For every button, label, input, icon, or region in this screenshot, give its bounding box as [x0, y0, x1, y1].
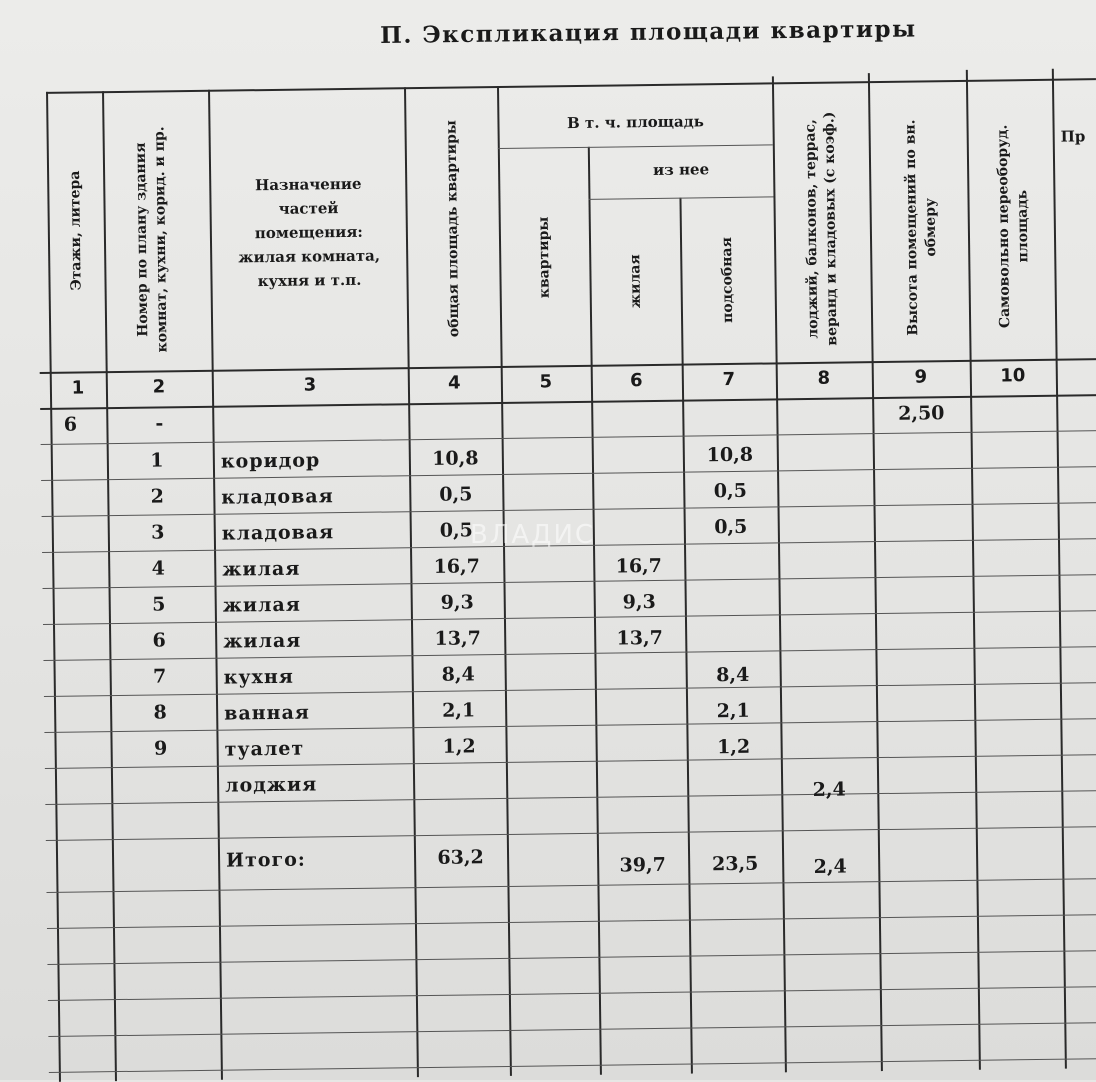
header-auxiliary: подсобная: [718, 237, 737, 324]
room-name: кладовая: [221, 521, 335, 545]
room-no: 3: [151, 521, 165, 544]
living-area-sum: 39,7: [619, 853, 666, 877]
room-name: жилая: [222, 593, 301, 617]
room-no: 2: [150, 485, 165, 508]
living-area: 9,3: [622, 590, 656, 614]
total-area: 1,2: [442, 735, 476, 758]
living-area: 13,7: [616, 626, 664, 650]
header-total-area: общая площадь квартиры: [443, 119, 463, 338]
aux-area: 1,2: [716, 735, 751, 759]
col-number: 1: [71, 377, 85, 399]
total-area: 9,3: [440, 591, 474, 614]
living-area: [592, 443, 683, 444]
room-name: коридор: [220, 449, 321, 473]
aux-area: 8,4: [716, 663, 750, 687]
room-name: ванная: [224, 701, 311, 725]
col-number: 3: [303, 374, 317, 396]
col-number: 6: [629, 370, 643, 392]
total-label: Итого:: [225, 848, 306, 872]
col-number: 2: [152, 376, 166, 398]
aux-area: 10,8: [706, 443, 754, 467]
room-name: кухня: [223, 665, 295, 689]
total-area-sum: 63,2: [437, 846, 484, 869]
col-number: 7: [722, 368, 736, 391]
total-area: 2,1: [441, 699, 476, 722]
header-of-which: из нее: [652, 160, 710, 179]
room-name: жилая: [222, 557, 301, 581]
room-no: 4: [151, 557, 166, 580]
total-area: 10,8: [432, 447, 479, 470]
col-number: 4: [447, 372, 461, 394]
room-name: туалет: [224, 737, 305, 761]
header-unauthorized: Самовольно переоборуд. площадь: [994, 124, 1032, 329]
aux-area: 0,5: [714, 515, 748, 539]
height-cell: 2,50: [898, 402, 945, 425]
header-extra: Пр: [1060, 127, 1086, 146]
room-name: жилая: [223, 629, 302, 653]
col-number: 5: [539, 371, 553, 393]
living-area: 16,7: [615, 554, 663, 578]
room-no: 9: [153, 737, 168, 760]
aux-area-sum: 23,5: [711, 852, 759, 876]
header-loggias: лоджий, балконов, террас, веранд и кладовых (с коэф.): [802, 111, 841, 346]
header-living: жилая: [627, 254, 644, 309]
col-number: 10: [1000, 365, 1026, 387]
floor-dash: -: [155, 412, 164, 435]
room-name: кладовая: [221, 485, 334, 509]
col-number: 9: [914, 366, 928, 388]
room-no: 1: [150, 449, 164, 472]
room-no: 8: [153, 701, 167, 724]
aux-area: 0,5: [713, 479, 747, 503]
header-incl-area: В т. ч. площадь: [566, 112, 704, 133]
room-no: 5: [151, 593, 166, 616]
total-area: 0,5: [439, 519, 473, 542]
watermark: ВЛАДИС: [470, 520, 596, 550]
room-no: 7: [152, 665, 167, 688]
header-room-no: Номер по плану здания комнат, кухни, корид. и пр.: [132, 126, 171, 353]
room-name: лоджия: [224, 773, 318, 797]
header-apartment: квартиры: [535, 216, 553, 299]
col-number: 8: [817, 367, 831, 389]
room-no: 6: [152, 629, 166, 652]
header-floor: Этажи, литера: [67, 170, 85, 291]
total-area: 13,7: [434, 627, 481, 650]
header-purpose: Назначение частей помещения: жилая комната, кухня и т.п.: [238, 174, 381, 291]
floor-cell: 6: [63, 413, 78, 436]
loggia-area: 2,4: [812, 778, 846, 801]
total-area: 0,5: [439, 483, 473, 506]
aux-area: 2,1: [716, 699, 750, 723]
document-title: П. Экспликация площади квартиры: [380, 15, 917, 49]
total-area: 16,7: [433, 555, 481, 578]
total-area: 8,4: [441, 663, 475, 686]
header-height: Высота помещений по вн. обмеру: [902, 119, 940, 336]
loggia-area-sum: 2,4: [813, 855, 847, 878]
